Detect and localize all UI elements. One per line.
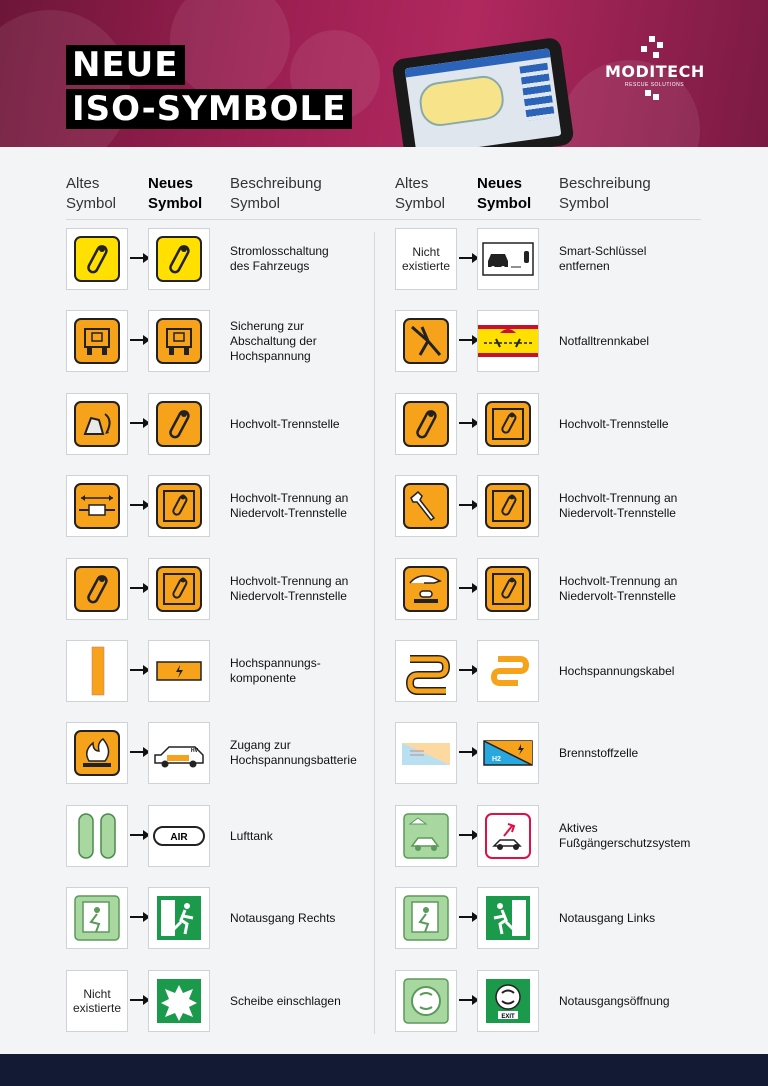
emergency-cable-icon: [477, 310, 539, 372]
footer-bar: [0, 1054, 768, 1086]
symbol-description: Notfalltrennkabel: [559, 333, 650, 348]
symbol-description: Notausgangsöffnung: [559, 993, 670, 1008]
not-existing-text: Nicht existierte: [72, 987, 122, 1015]
symbol-description: Hochspannungskabel: [559, 663, 675, 678]
symbol-row-right-3: [0, 393, 768, 455]
smart-key-icon: [477, 228, 539, 290]
exit-left-icon: [477, 887, 539, 949]
symbol-description: Hochvolt-Trennung an Niedervolt-Trennstelle: [230, 491, 349, 520]
symbol-row-right-4: [0, 475, 768, 537]
symbol-description: Notausgang Links: [559, 910, 656, 925]
svg-text:AIR: AIR: [170, 832, 188, 843]
exit-hatch-icon: [477, 970, 539, 1032]
symbol-description: Hochvolt-Trennstelle: [559, 416, 669, 431]
column-header-description: Beschreibung Symbol: [230, 175, 322, 212]
tablet-image: [391, 37, 574, 147]
symbol-description: Aktives Fußgängerschutzsystem: [559, 821, 691, 850]
column-header-new-right: Neues Symbol: [477, 175, 532, 212]
title-line-2: ISO-SYMBOLE: [66, 89, 352, 129]
orange-framed-disconnect-icon: [477, 558, 539, 620]
fuel-cell-icon: [477, 722, 539, 784]
symbol-description: Hochvolt-Trennung an Niedervolt-Trennstelle: [559, 574, 678, 603]
symbol-description: Hochspannungs- komponente: [230, 656, 321, 685]
column-header-old: Altes Symbol: [66, 175, 117, 212]
symbol-description: Hochvolt-Trennung an Niedervolt-Trennstelle: [230, 574, 349, 603]
orange-cable-icon: [395, 640, 457, 702]
symbol-row-right-9: [0, 887, 768, 949]
symbol-description: Hochvolt-Trennung an Niedervolt-Trennstelle: [559, 491, 678, 520]
symbol-row-right-10: [0, 970, 768, 1032]
hv-cable-icon: [477, 640, 539, 702]
light-hatch-icon: [395, 970, 457, 1032]
symbol-row-right-6: [0, 640, 768, 702]
logo-subtext: RESCUE SOLUTIONS: [625, 82, 685, 88]
green-pedestrian-icon: [395, 805, 457, 867]
symbol-description: Sicherung zur Abschaltung der Hochspannung: [230, 318, 317, 363]
symbol-description: Lufttank: [230, 828, 273, 843]
orange-disconnect-icon: [395, 393, 457, 455]
svg-text:H2: H2: [492, 756, 501, 763]
light-exit-icon: [395, 887, 457, 949]
not-existing-label: [395, 228, 457, 290]
header-divider: [66, 219, 701, 220]
symbol-description: Zugang zur Hochspannungsbatterie: [230, 738, 357, 767]
light-fuel-cell-icon: [395, 722, 457, 784]
orange-framed-disconnect-icon: [477, 475, 539, 537]
svg-text:EXIT: EXIT: [501, 1014, 515, 1020]
symbol-row-right-8: [0, 805, 768, 867]
orange-framed-disconnect-icon: [477, 393, 539, 455]
column-header-old-right: Altes Symbol: [395, 175, 446, 212]
column-header-new: Neues Symbol: [148, 175, 203, 212]
column-header-description-right: Beschreibung Symbol: [559, 175, 651, 212]
symbol-description: Notausgang Rechts: [230, 910, 336, 925]
symbol-row-right-1: [0, 228, 768, 290]
title-line-1: NEUE: [66, 45, 185, 85]
svg-text:HV: HV: [191, 748, 198, 754]
pedestrian-protection-icon: [477, 805, 539, 867]
symbol-description: Hochvolt-Trennstelle: [230, 416, 340, 431]
orange-hand-button-icon: [395, 558, 457, 620]
logo-text: MODITECH: [605, 62, 705, 81]
symbol-description: Stromlosschaltung des Fahrzeugs: [230, 244, 329, 273]
symbol-row-right-7: [0, 722, 768, 784]
header-banner: [0, 0, 768, 147]
symbol-description: Brennstoffzelle: [559, 745, 639, 760]
symbol-row-right-2: [0, 310, 768, 372]
symbol-description: Scheibe einschlagen: [230, 993, 341, 1008]
orange-cutter-icon: [395, 310, 457, 372]
orange-wrench-icon: [395, 475, 457, 537]
symbol-description: Smart-Schlüssel entfernen: [559, 244, 647, 273]
symbol-row-right-5: [0, 558, 768, 620]
not-existing-text: Nicht existierte: [401, 245, 451, 273]
